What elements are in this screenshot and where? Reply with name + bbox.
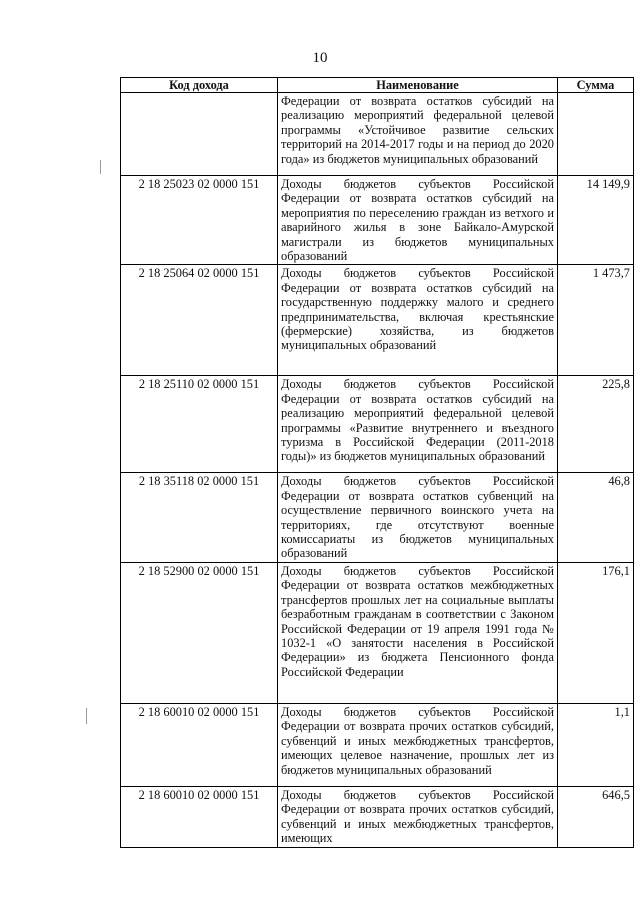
- revenue-code: 2 18 25023 02 0000 151: [121, 176, 278, 265]
- revenue-code: 2 18 60010 02 0000 151: [121, 786, 278, 847]
- revenue-code: 2 18 25110 02 0000 151: [121, 376, 278, 473]
- revenue-sum: 46,8: [558, 473, 634, 562]
- table-row: [121, 786, 634, 847]
- revenue-table: [120, 77, 634, 848]
- header-code: Код дохода: [121, 78, 278, 93]
- table-row: [121, 265, 634, 376]
- table-row: [121, 176, 634, 265]
- revenue-code: [121, 93, 278, 176]
- revenue-name: Доходы бюджетов субъектов Российской Федерации от возврата остатков субсидий на государственную поддержку малого и среднего предпринимательства, включая крестьянские (фермерские) хозяйства, из бюджетов муниципальных образований: [278, 265, 558, 376]
- table-row: [121, 473, 634, 562]
- revenue-name: Федерации от возврата остатков субсидий на реализацию мероприятий федеральной целевой программы «Устойчивое развитие сельских территорий на 2014-2017 годы и на период до 2020 года» из бюджетов муниципальных образований: [278, 93, 558, 176]
- scan-mark: [86, 708, 87, 724]
- revenue-code: 2 18 35118 02 0000 151: [121, 473, 278, 562]
- revenue-name: Доходы бюджетов субъектов Российской Федерации от возврата прочих остатков субсидий, субвенций и иных межбюджетных трансфертов, имеющих целевое назначение, прошлых лет из бюджетов муниципальных образований: [278, 703, 558, 786]
- table-row: [121, 562, 634, 703]
- revenue-code: 2 18 52900 02 0000 151: [121, 562, 278, 703]
- revenue-name: Доходы бюджетов субъектов Российской Федерации от возврата остатков межбюджетных трансфертов прошлых лет на социальные выплаты безработным гражданам в соответствии с Законом Российской Федерации от 19 апреля 1991 года № 1032-1 «О занятости населения в Российской Федерации» из бюджета Пенсионного фонда Российской Федерации: [278, 562, 558, 703]
- revenue-sum: 176,1: [558, 562, 634, 703]
- revenue-sum: 646,5: [558, 786, 634, 847]
- scan-mark: [100, 160, 101, 174]
- revenue-sum: 1,1: [558, 703, 634, 786]
- header-sum: Сумма: [558, 78, 634, 93]
- page-number: 10: [312, 50, 328, 66]
- table-row: [121, 93, 634, 176]
- table-header-row: [121, 78, 634, 93]
- revenue-name: Доходы бюджетов субъектов Российской Федерации от возврата остатков субсидий на реализацию мероприятий федеральной целевой программы «Развитие внутреннего и въездного туризма в Российской Федерации (2011-2018 годы)» из бюджетов муниципальных образований: [278, 376, 558, 473]
- revenue-sum: [558, 93, 634, 176]
- revenue-name: Доходы бюджетов субъектов Российской Федерации от возврата прочих остатков субсидий, субвенций и иных межбюджетных трансфертов, имеющих: [278, 786, 558, 847]
- revenue-code: 2 18 60010 02 0000 151: [121, 703, 278, 786]
- revenue-name: Доходы бюджетов субъектов Российской Федерации от возврата остатков субвенций на осуществление первичного воинского учета на территориях, где отсутствуют военные комиссариаты из бюджетов муниципальных образований: [278, 473, 558, 562]
- revenue-sum: 1 473,7: [558, 265, 634, 376]
- table-row: [121, 703, 634, 786]
- revenue-name: Доходы бюджетов субъектов Российской Федерации от возврата остатков субсидий на мероприятия по переселению граждан из ветхого и аварийного жилья в зоне Байкало-Амурской магистрали из бюджетов муниципальных образований: [278, 176, 558, 265]
- revenue-code: 2 18 25064 02 0000 151: [121, 265, 278, 376]
- header-name: Наименование: [278, 78, 558, 93]
- revenue-sum: 225,8: [558, 376, 634, 473]
- revenue-sum: 14 149,9: [558, 176, 634, 265]
- table-row: [121, 376, 634, 473]
